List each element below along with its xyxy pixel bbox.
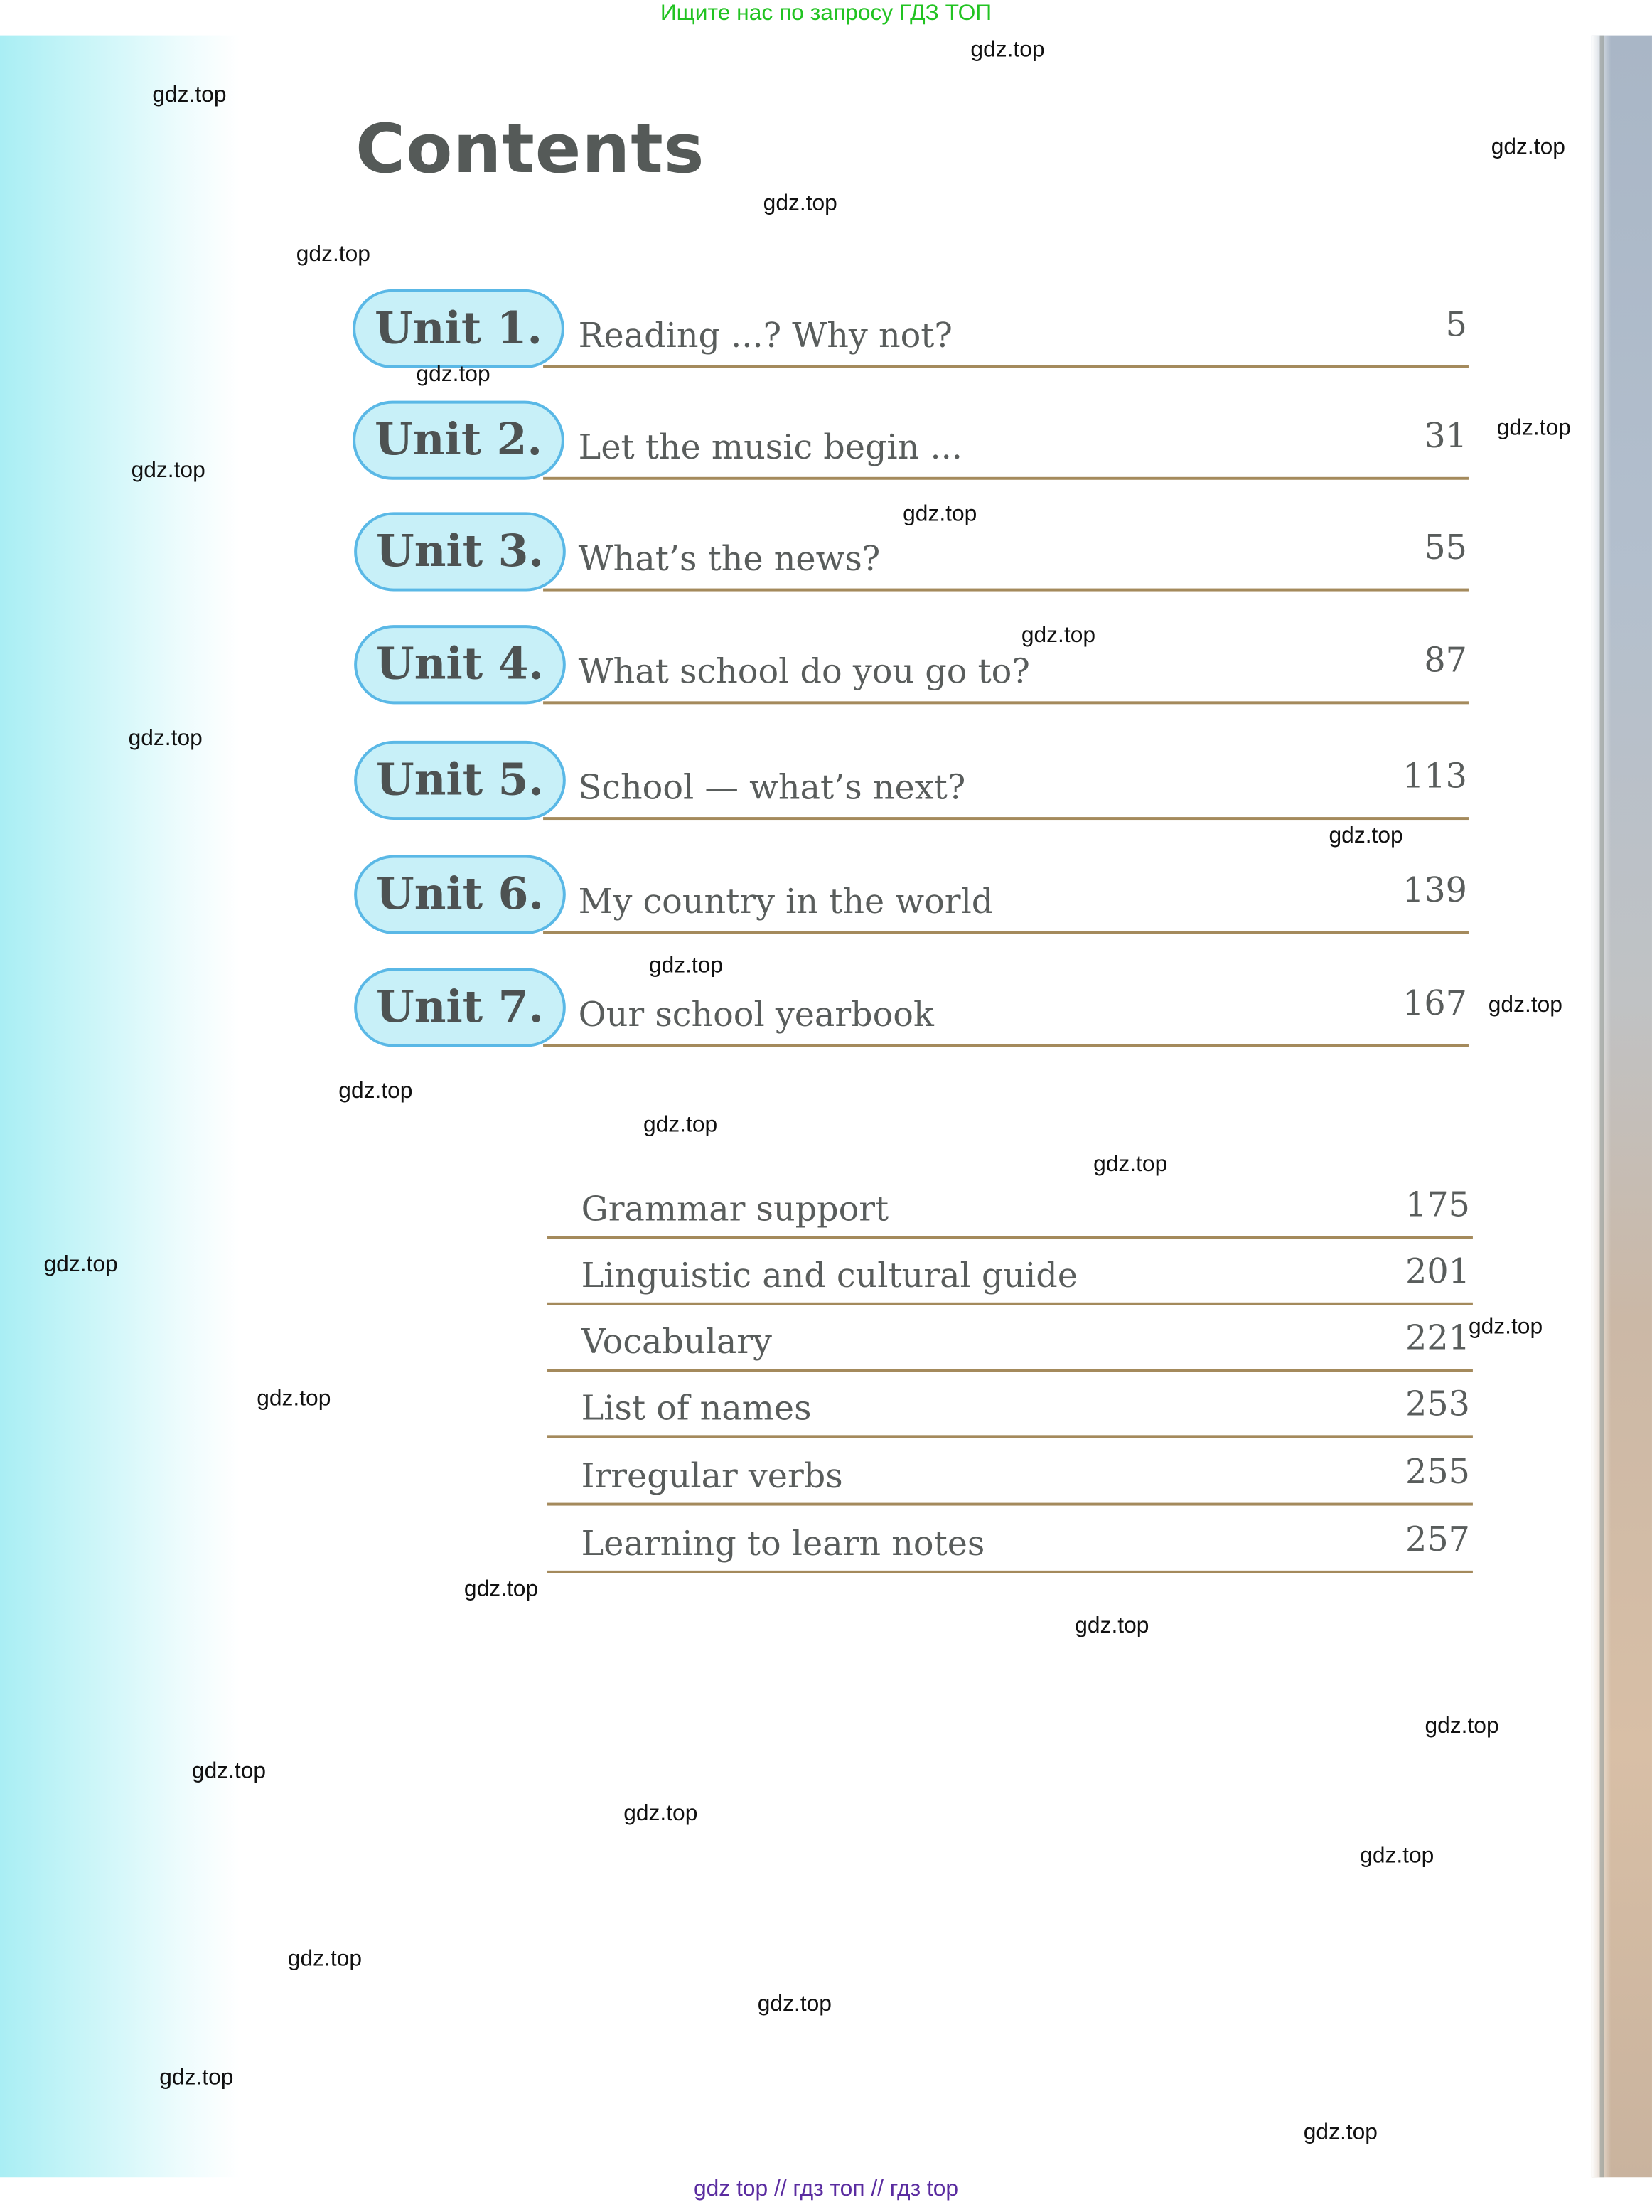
unit-title[interactable]: School — what’s next? (578, 767, 966, 808)
watermark-text[interactable]: gdz.top (43, 1253, 118, 1278)
appendix-rule (547, 1369, 1473, 1372)
unit-badge: Unit 5. (354, 741, 566, 820)
watermark-text[interactable]: gdz.top (257, 1386, 331, 1411)
unit-title[interactable]: What’s the news? (578, 539, 881, 579)
watermark-text[interactable]: gdz.top (416, 363, 490, 387)
watermark-text[interactable]: gdz.top (128, 727, 203, 751)
bottom-banner[interactable]: gdz top // гдз топ // гдз top (693, 2177, 959, 2201)
unit-rule (543, 1044, 1469, 1047)
unit-rule (543, 477, 1469, 480)
unit-badge: Unit 4. (354, 625, 566, 704)
watermark-text[interactable]: gdz.top (970, 38, 1045, 63)
appendix-rule (547, 1571, 1473, 1573)
watermark-text[interactable]: gdz.top (1488, 993, 1562, 1017)
watermark-text[interactable]: gdz.top (1021, 624, 1096, 648)
watermark-text[interactable]: gdz.top (1496, 416, 1571, 441)
appendix-page-number: 201 (1405, 1251, 1470, 1291)
watermark-text[interactable]: gdz.top (903, 502, 977, 527)
watermark-text[interactable]: gdz.top (287, 1947, 363, 1972)
unit-title[interactable]: My country in the world (578, 882, 994, 921)
unit-page-number: 139 (1402, 870, 1467, 911)
appendix-title[interactable]: Irregular verbs (581, 1456, 843, 1496)
watermark-text[interactable]: gdz.top (191, 1759, 267, 1784)
unit-page-number: 87 (1424, 641, 1467, 680)
appendix-rule (547, 1503, 1473, 1506)
watermark-text[interactable]: gdz.top (648, 953, 724, 978)
appendix-rule (547, 1435, 1473, 1438)
unit-title[interactable]: Our school yearbook (578, 995, 934, 1035)
unit-title[interactable]: What school do you go to? (578, 651, 1030, 692)
watermark-text[interactable]: gdz.top (1491, 135, 1565, 160)
unit-badge: Unit 1. (353, 289, 564, 368)
watermark-text[interactable]: gdz.top (338, 1079, 413, 1104)
watermark-text[interactable]: gdz.top (643, 1113, 718, 1138)
top-banner[interactable]: Ищите нас по запросу ГДЗ ТОП (660, 1, 992, 26)
appendix-title[interactable]: List of names (581, 1388, 812, 1428)
unit-title[interactable]: Reading ...? Why not? (578, 316, 953, 356)
appendix-page-number: 257 (1405, 1519, 1470, 1559)
unit-page-number: 55 (1424, 528, 1467, 567)
unit-page-number: 113 (1402, 756, 1467, 796)
unit-badge: Unit 6. (354, 855, 566, 934)
appendix-page-number: 253 (1405, 1384, 1470, 1424)
unit-rule (543, 701, 1469, 704)
unit-badge: Unit 2. (353, 401, 564, 480)
unit-rule (543, 589, 1469, 592)
appendix-title[interactable]: Linguistic and cultural guide (581, 1256, 1078, 1295)
appendix-title[interactable]: Learning to learn notes (581, 1524, 985, 1564)
unit-rule (543, 365, 1469, 368)
unit-badge: Unit 3. (354, 512, 566, 591)
unit-rule (543, 931, 1469, 934)
watermark-text[interactable]: gdz.top (296, 242, 370, 267)
watermark-text[interactable]: gdz.top (623, 1802, 698, 1827)
watermark-text[interactable]: gdz.top (463, 1577, 539, 1602)
unit-title[interactable]: Let the music begin ... (578, 427, 962, 467)
watermark-text[interactable]: gdz.top (763, 191, 837, 216)
appendix-page-number: 221 (1405, 1318, 1470, 1358)
watermark-text[interactable]: gdz.top (1360, 1844, 1434, 1869)
appendix-page-number: 175 (1405, 1185, 1470, 1225)
watermark-text[interactable]: gdz.top (757, 1992, 832, 2016)
page-title: Contents (355, 109, 705, 189)
watermark-text[interactable]: gdz.top (1303, 2120, 1378, 2145)
watermark-text[interactable]: gdz.top (159, 2066, 234, 2090)
unit-badge: Unit 7. (354, 968, 566, 1047)
appendix-page-number: 255 (1405, 1452, 1470, 1492)
appendix-title[interactable]: Vocabulary (581, 1322, 772, 1362)
unit-page-number: 5 (1445, 304, 1467, 345)
watermark-text[interactable]: gdz.top (1093, 1153, 1168, 1177)
appendix-rule (547, 1303, 1473, 1305)
unit-page-number: 167 (1402, 983, 1467, 1023)
watermark-text[interactable]: gdz.top (1075, 1614, 1149, 1639)
watermark-text[interactable]: gdz.top (152, 83, 227, 107)
watermark-text[interactable]: gdz.top (131, 458, 205, 483)
unit-page-number: 31 (1424, 416, 1467, 456)
watermark-text[interactable]: gdz.top (1329, 824, 1403, 848)
page-edge (1600, 36, 1604, 2178)
watermark-text[interactable]: gdz.top (1468, 1315, 1543, 1340)
watermark-text[interactable]: gdz.top (1425, 1714, 1499, 1739)
appendix-title[interactable]: Grammar support (581, 1190, 889, 1229)
appendix-rule (547, 1236, 1473, 1239)
unit-rule (543, 817, 1469, 820)
